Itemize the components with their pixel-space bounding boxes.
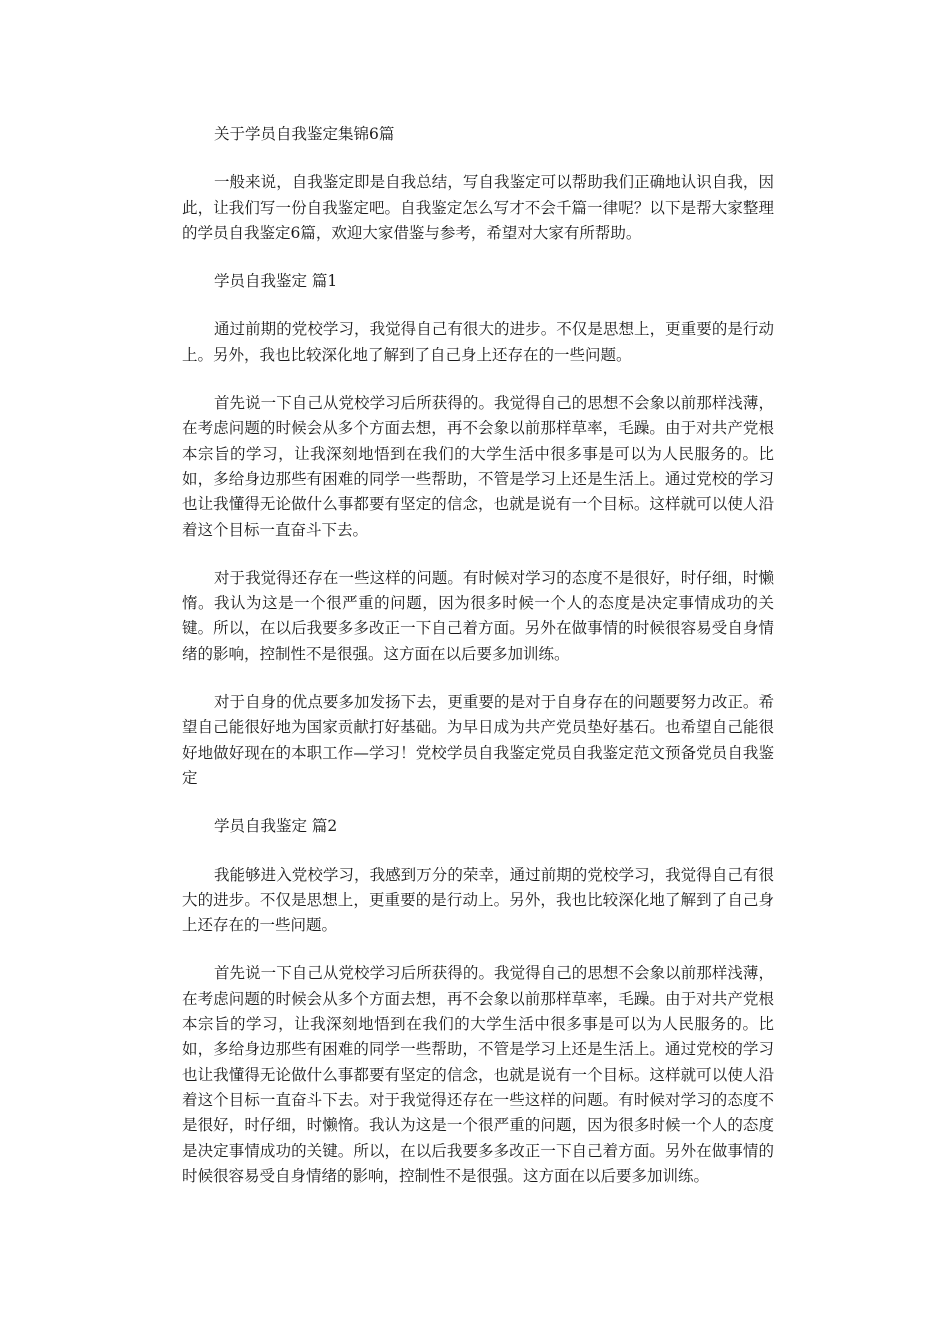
- body-paragraph: 对于我觉得还存在一些这样的问题。有时候对学习的态度不是很好，时仔细，时懒惰。我认为这是一个很严重的问题，因为很多时候一个人的态度是决定事情成功的关键。所以，在以后我要多多改正一下自己着方面。另外在做事情的时候很容易受自身情绪的影响，控制性不是很强。这方面在以后要多加训练。: [182, 568, 774, 663]
- body-paragraph: 首先说一下自己从党校学习后所获得的。我觉得自己的思想不会象以前那样浅薄，在考虑问题的时候会从多个方面去想，再不会象以前那样草率，毛躁。由于对共产党根本宗旨的学习，让我深刻地悟到在我们的大学生活中很多事是可以为人民服务的。比如，多给身边那些有困难的同学一些帮助，不管是学习上还是生活上。通过党校的学习也让我懂得无论做什么事都要有坚定的信念，也就是说有一个目标。这样就可以使人沿着这个目标一直奋斗下去。对于我觉得还存在一些这样的问题。有时候对学习的态度不是很好，时仔细，时懒惰。我认为这是一个很严重的问题，因为很多时候一个人的态度是决定事情成功的关键。所以，在以后我要多多改正一下自己着方面。另外在做事情的时候很容易受自身情绪的影响，控制性不是很强。这方面在以后要多加训练。: [182, 964, 774, 1185]
- body-paragraph: 我能够进入党校学习，我感到万分的荣幸，通过前期的党校学习，我觉得自己有很大的进步。不仅是思想上，更重要的是行动上。另外，我也比较深化地了解到了自己身上还存在的一些问题。: [182, 865, 774, 935]
- body-paragraph: 对于自身的优点要多加发扬下去，更重要的是对于自身存在的问题要努力改正。希望自己能很好地为国家贡献打好基础。为早日成为共产党员垫好基石。也希望自己能很好地做好现在的本职工作—学习！党校学员自我鉴定党员自我鉴定范文预备党员自我鉴定: [182, 693, 774, 787]
- section-heading: 学员自我鉴定 篇2: [214, 817, 338, 836]
- document-title: 关于学员自我鉴定集锦6篇: [214, 125, 395, 143]
- body-paragraph: 首先说一下自己从党校学习后所获得的。我觉得自己的思想不会象以前那样浅薄，在考虑问题的时候会从多个方面去想，再不会象以前那样草率，毛躁。由于对共产党根本宗旨的学习，让我深刻地悟到在我们的大学生活中很多事是可以为人民服务的。比如，多给身边那些有困难的同学一些帮助，不管是学习上还是生活上。通过党校的学习也让我懂得无论做什么事都要有坚定的信念，也就是说有一个目标。这样就可以使人沿着这个目标一直奋斗下去。: [182, 394, 774, 539]
- body-paragraph: 通过前期的党校学习，我觉得自己有很大的进步。不仅是思想上，更重要的是行动上。另外，我也比较深化地了解到了自己身上还存在的一些问题。: [182, 320, 774, 364]
- document-page: [182, 122, 774, 1212]
- section-heading: 学员自我鉴定 篇1: [214, 272, 338, 291]
- intro-paragraph: 一般来说，自我鉴定即是自我总结，写自我鉴定可以帮助我们正确地认识自我，因此，让我们写一份自我鉴定吧。自我鉴定怎么写才不会千篇一律呢？以下是帮大家整理的学员自我鉴定6篇，欢迎大家借鉴与参考，希望对大家有所帮助。: [182, 173, 774, 242]
